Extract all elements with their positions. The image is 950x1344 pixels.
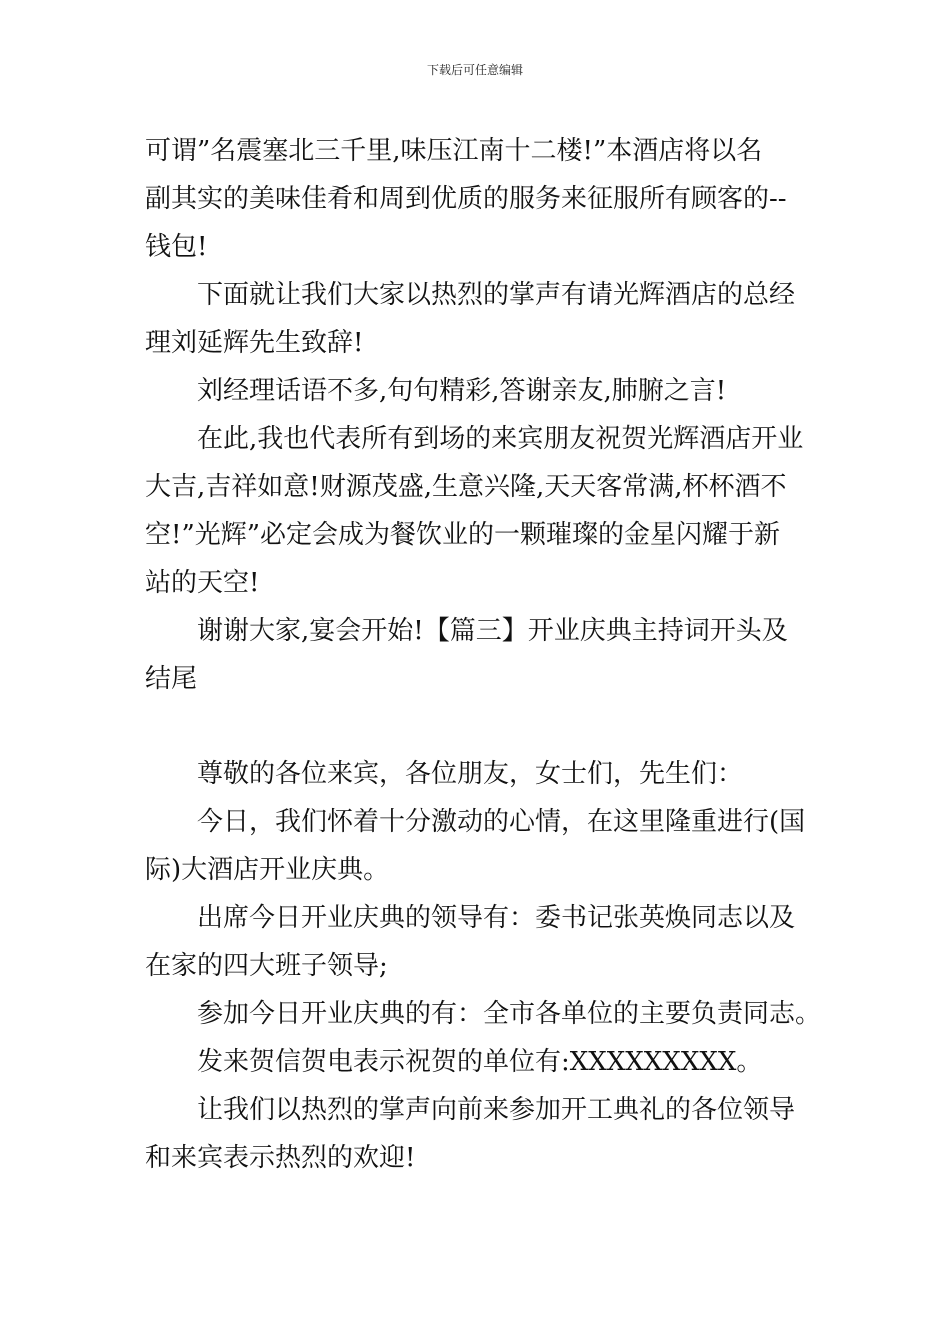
text-line: 在此,我也代表所有到场的来宾朋友祝贺光辉酒店开业 [197,424,804,454]
page-header: 下载后可任意编辑 [426,63,523,77]
text-line: 空!”光辉”必定会成为餐饮业的一颗璀璨的金星闪耀于新 [145,520,781,550]
paragraph [145,127,810,271]
paragraph [145,415,810,607]
text-line: 站的天空! [145,568,260,598]
paragraph [145,1086,810,1182]
text-line: 和来宾表示热烈的欢迎! [145,1143,416,1173]
text-line: 参加今日开业庆典的有：全市各单位的主要负责同志。 [197,999,822,1029]
text-line: 理刘延辉先生致辞! [145,328,364,358]
text-line: 际)大酒店开业庆典。 [145,855,390,885]
paragraph [145,750,810,798]
paragraph [145,990,822,1038]
text-line: 大吉,吉祥如意!财源茂盛,生意兴隆,天天客常满,杯杯酒不 [145,472,787,502]
text-line: 刘经理话语不多,句句精彩,答谢亲友,肺腑之言! [197,376,727,406]
text-line: 让我们以热烈的掌声向前来参加开工典礼的各位领导 [197,1095,796,1125]
paragraph [145,798,810,894]
paragraph [145,894,810,990]
paragraph [145,271,810,367]
text-line: 下面就让我们大家以热烈的掌声有请光辉酒店的总经 [197,280,796,310]
paragraph [145,607,810,703]
paragraph [145,1038,810,1086]
text-line: 发来贺信贺电表示祝贺的单位有:XXXXXXXXX。 [197,1047,763,1077]
text-line: 在家的四大班子领导; [145,951,388,981]
text-line: 钱包! [145,232,208,262]
text-line: 可谓”名震塞北三千里,味压江南十二楼!”本酒店将以名 [145,136,763,166]
text-line: 出席今日开业庆典的领导有：委书记张英焕同志以及 [197,903,796,933]
text-line: 结尾 [145,664,198,694]
text-line: 今日，我们怀着十分激动的心情，在这里隆重进行(国 [197,807,806,837]
section-gap [145,703,810,750]
paragraph [145,367,810,415]
document-body [145,127,822,1182]
text-line: 尊敬的各位来宾，各位朋友，女士们，先生们： [197,759,744,789]
text-line: 谢谢大家,宴会开始!【篇三】开业庆典主持词开头及 [197,616,788,646]
text-line: 副其实的美味佳肴和周到优质的服务来征服所有顾客的-- [145,184,787,214]
